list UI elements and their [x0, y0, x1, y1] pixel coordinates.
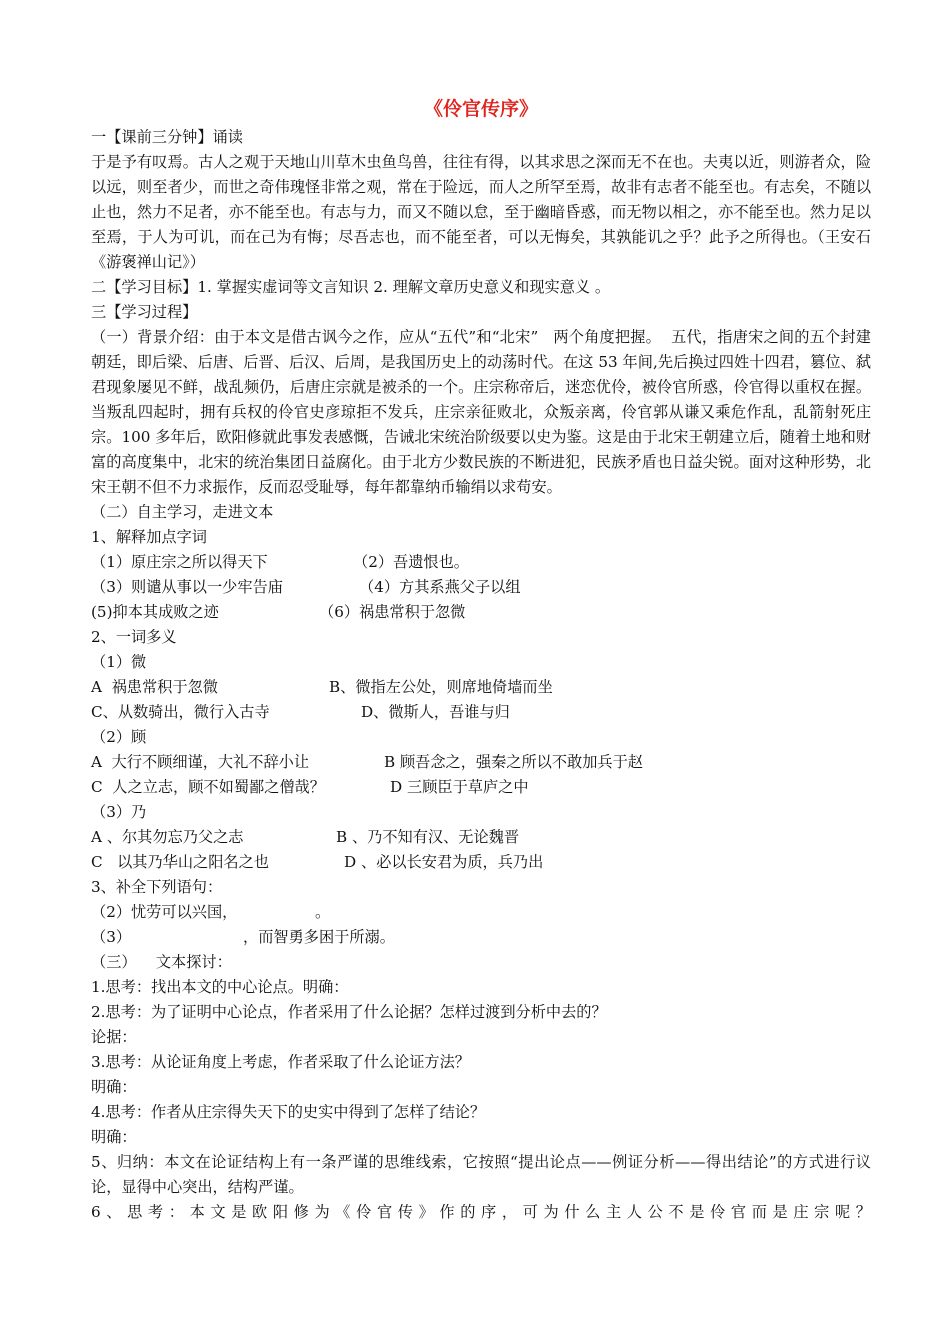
- q3-line-2: [91, 925, 871, 950]
- group2-row-1: [91, 750, 871, 775]
- q1-item-1: （1）原庄宗之所以得天下: [91, 553, 268, 571]
- think-2: 2.思考：为了证明中心论点，作者采用了什么论据？怎样过渡到分析中去的？: [91, 1003, 607, 1021]
- summary-5: 5、归纳：本文在论证结构上有一条严谨的思维线索，它按照“提出论点——例证分析——得出结论”的方式进行议论，显得中心突出，结构严谨。: [91, 1153, 871, 1196]
- group2-row-2: [91, 775, 871, 800]
- q1-heading: 1、解释加点字词: [91, 528, 207, 546]
- group1-option-b: B、微指左公处，则席地倚墙而坐: [329, 678, 553, 696]
- group2-option-d: D 三顾臣于草庐之中: [390, 778, 529, 796]
- group3-option-c: C 以其乃华山之阳名之也: [91, 853, 269, 871]
- subsection3-heading: （三） 文本探讨：: [91, 953, 232, 971]
- group3-option-d: D 、必以长安君为质，兵乃出: [344, 853, 544, 871]
- q1-item-5: (5)抑本其成败之迹: [91, 603, 219, 621]
- think-4: 4.思考：作者从庄宗得失天下的史实中得到了怎样了结论？: [91, 1103, 486, 1121]
- q3-line-1-text: （2）忧劳可以兴国，: [91, 903, 238, 921]
- section2-learning-goals: 二【学习目标】1. 掌握实虚词等文言知识 2. 理解文章历史意义和现实意义 。: [91, 278, 611, 296]
- group3-row-1: [91, 825, 871, 850]
- q1-row-3: [91, 600, 871, 625]
- q1-row-2: [91, 575, 871, 600]
- group1-row-1: [91, 675, 871, 700]
- section1-recitation-text: 于是予有叹焉。古人之观于天地山川草木虫鱼鸟兽，往往有得，以其求思之深而无不在也。夫夷以近，则游者众，险以远，则至者少，而世之奇伟瑰怪非常之观，常在于险远，而人之所罕至焉，故非有志者不能至也。有志矣，不随以止也，然力不足者，亦不能至也。有志与力，而又不随以怠，至于幽暗昏惑，而无物以相之，亦不能至也。然力足以至焉，于人为可讥，而在己为有悔；尽吾志也，而不能至者，可以无悔矣，其孰能讥之乎？此予之所得也。（王安石《游褒禅山记》）: [91, 153, 871, 271]
- group3-label: （3）乃: [91, 803, 147, 821]
- group3-row-2: [91, 850, 871, 875]
- group1-option-c: C、从数骑出，微行入古寺: [91, 703, 270, 721]
- document-title: 《伶官传序》: [423, 98, 538, 120]
- group1-label: （1）微: [91, 653, 147, 671]
- group1-option-d: D、微斯人，吾谁与归: [361, 703, 510, 721]
- think-4-answer: 明确：: [91, 1128, 137, 1146]
- q1-item-4: （4）方其系燕父子以组: [359, 578, 521, 596]
- q3-line-1: [91, 900, 871, 925]
- document-page: [91, 95, 871, 1225]
- group3-option-b: B 、乃不知有汉、无论魏晋: [336, 828, 520, 846]
- group2-label: （2）顾: [91, 728, 147, 746]
- think-6: 6、思考：本文是欧阳修为《伶官传》作的序，可为什么主人公不是伶官而是庄宗呢？: [91, 1203, 871, 1221]
- think-3: 3.思考：从论证角度上考虑，作者采取了什么论证方法？: [91, 1053, 470, 1071]
- q3-heading: 3、补全下列语句：: [91, 878, 223, 896]
- q3-line-2-text: ，而智勇多困于所溺。: [243, 928, 395, 946]
- background-introduction: （一）背景介绍：由于本文是借古讽今之作，应从“五代”和“北宋” 两个角度把握。 五代，指唐宋之间的五个封建朝廷，即后梁、后唐、后晋、后汉、后周，是我国历史上的动荡时代。在这 53 年间,先后换过四姓十四君，篡位、弑君现象屡见不鲜，战乱频仍，后唐庄宗就是被杀的一个。庄宗称帝后，迷恋优伶，被伶官所惑，伶官得以重权在握。当叛乱四起时，拥有兵权的伶官史彦琼拒不发兵，庄宗亲征败北，众叛亲离，伶官郭从谦又乘危作乱，乱箭射死庄宗。100 多年后，欧阳修就此事发表感慨，告诫北宋统治阶级要以史为鉴。这是由于北宋王朝建立后，随着土地和财富的高度集中，北宋的统治集团日益腐化。由于北方少数民族的不断进犯，民族矛盾也日益尖锐。面对这种形势，北宋王朝不但不力求振作，反而忍受耻辱，每年都靠纳币输绢以求苟安。: [91, 328, 871, 496]
- section3-heading: 三【学习过程】: [91, 303, 198, 321]
- group1-option-a: A 祸患常积于忽微: [91, 678, 218, 696]
- think-3-answer: 明确：: [91, 1078, 137, 1096]
- q3-line-2-start: （3）: [91, 928, 132, 946]
- q2-heading: 2、一词多义: [91, 628, 177, 646]
- group2-option-b: B 顾吾念之，强秦之所以不敢加兵于赵: [384, 753, 643, 771]
- think-2-answer: 论据：: [91, 1028, 137, 1046]
- section1-heading: 一【课前三分钟】诵读: [91, 128, 243, 146]
- think-1: 1.思考：找出本文的中心论点。明确：: [91, 978, 349, 996]
- group3-option-a: A 、尔其勿忘乃父之志: [91, 828, 244, 846]
- q1-item-3: （3）则谴从事以一少牢告庙: [91, 578, 283, 596]
- subsection2-heading: （二）自主学习，走进文本: [91, 503, 274, 521]
- q1-row-1: [91, 550, 871, 575]
- q3-line-1-end: 。: [315, 903, 331, 921]
- q1-item-6: （6）祸患常积于忽微: [319, 603, 466, 621]
- group1-row-2: [91, 700, 871, 725]
- q1-item-2: （2）吾遗恨也。: [353, 553, 469, 571]
- group2-option-a: A 大行不顾细谨，大礼不辞小让: [91, 753, 310, 771]
- group2-option-c: C 人之立志，顾不如蜀鄙之僧哉？: [91, 778, 325, 796]
